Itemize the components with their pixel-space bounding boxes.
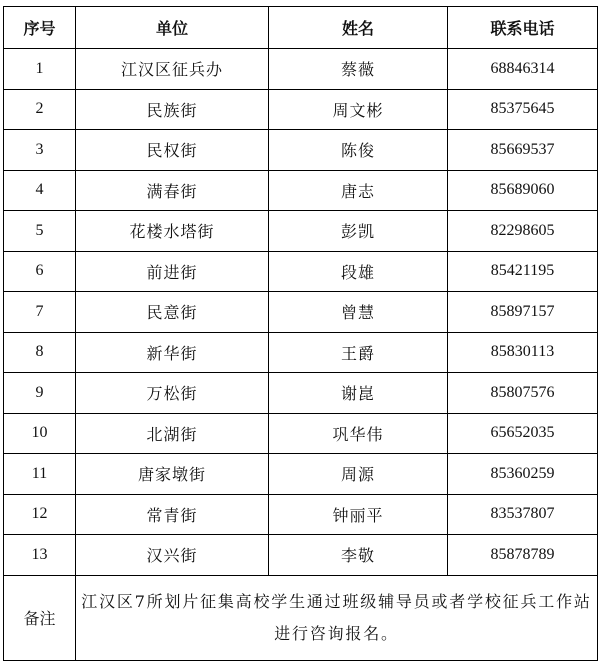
table-row: [4, 413, 598, 454]
row-phone: 85807576: [448, 373, 598, 414]
row-phone: 85878789: [448, 535, 598, 576]
row-name: 钟丽平: [269, 494, 448, 535]
row-name: 唐志: [269, 170, 448, 211]
row-index: 13: [4, 535, 76, 576]
row-unit: 北湖街: [76, 413, 269, 454]
row-name: 蔡薇: [269, 49, 448, 90]
row-name: 周源: [269, 454, 448, 495]
row-unit: 民权街: [76, 130, 269, 171]
table-row: [4, 454, 598, 495]
row-phone: 68846314: [448, 49, 598, 90]
table-row: [4, 494, 598, 535]
row-index: 6: [4, 251, 76, 292]
row-unit: 民意街: [76, 292, 269, 333]
row-name: 巩华伟: [269, 413, 448, 454]
row-name: 周文彬: [269, 89, 448, 130]
contact-table: [3, 6, 598, 661]
table-row: [4, 332, 598, 373]
row-index: 12: [4, 494, 76, 535]
row-index: 1: [4, 49, 76, 90]
row-unit: 江汉区征兵办: [76, 49, 269, 90]
table-row: [4, 211, 598, 252]
note-row: [4, 575, 598, 660]
row-name: 段雄: [269, 251, 448, 292]
row-phone: 85689060: [448, 170, 598, 211]
table-row: [4, 49, 598, 90]
table-row: [4, 292, 598, 333]
row-phone: 85669537: [448, 130, 598, 171]
row-name: 曾慧: [269, 292, 448, 333]
row-unit: 唐家墩街: [76, 454, 269, 495]
row-unit: 万松街: [76, 373, 269, 414]
row-phone: 85897157: [448, 292, 598, 333]
row-phone: 83537807: [448, 494, 598, 535]
note-label: 备注: [4, 575, 76, 660]
table-row: [4, 130, 598, 171]
header-index: 序号: [4, 7, 76, 49]
row-name: 彭凯: [269, 211, 448, 252]
row-phone: 82298605: [448, 211, 598, 252]
header-row: [4, 7, 598, 49]
row-phone: 85830113: [448, 332, 598, 373]
row-unit: 花楼水塔街: [76, 211, 269, 252]
row-unit: 满春街: [76, 170, 269, 211]
table-row: [4, 535, 598, 576]
row-unit: 汉兴街: [76, 535, 269, 576]
table-row: [4, 373, 598, 414]
row-unit: 新华街: [76, 332, 269, 373]
table-row: [4, 170, 598, 211]
header-unit: 单位: [76, 7, 269, 49]
row-name: 谢崑: [269, 373, 448, 414]
row-index: 3: [4, 130, 76, 171]
row-unit: 民族街: [76, 89, 269, 130]
row-index: 7: [4, 292, 76, 333]
row-name: 陈俊: [269, 130, 448, 171]
row-name: 李敬: [269, 535, 448, 576]
table-body: [4, 49, 598, 661]
header-phone: 联系电话: [448, 7, 598, 49]
table-row: [4, 89, 598, 130]
row-phone: 85375645: [448, 89, 598, 130]
note-content: 江汉区7所划片征集高校学生通过班级辅导员或者学校征兵工作站进行咨询报名。: [76, 575, 598, 660]
row-name: 王爵: [269, 332, 448, 373]
row-index: 10: [4, 413, 76, 454]
row-index: 8: [4, 332, 76, 373]
row-unit: 前进街: [76, 251, 269, 292]
row-index: 2: [4, 89, 76, 130]
row-index: 9: [4, 373, 76, 414]
row-index: 11: [4, 454, 76, 495]
row-index: 4: [4, 170, 76, 211]
header-name: 姓名: [269, 7, 448, 49]
row-index: 5: [4, 211, 76, 252]
row-unit: 常青街: [76, 494, 269, 535]
row-phone: 85421195: [448, 251, 598, 292]
row-phone: 85360259: [448, 454, 598, 495]
row-phone: 65652035: [448, 413, 598, 454]
table-row: [4, 251, 598, 292]
